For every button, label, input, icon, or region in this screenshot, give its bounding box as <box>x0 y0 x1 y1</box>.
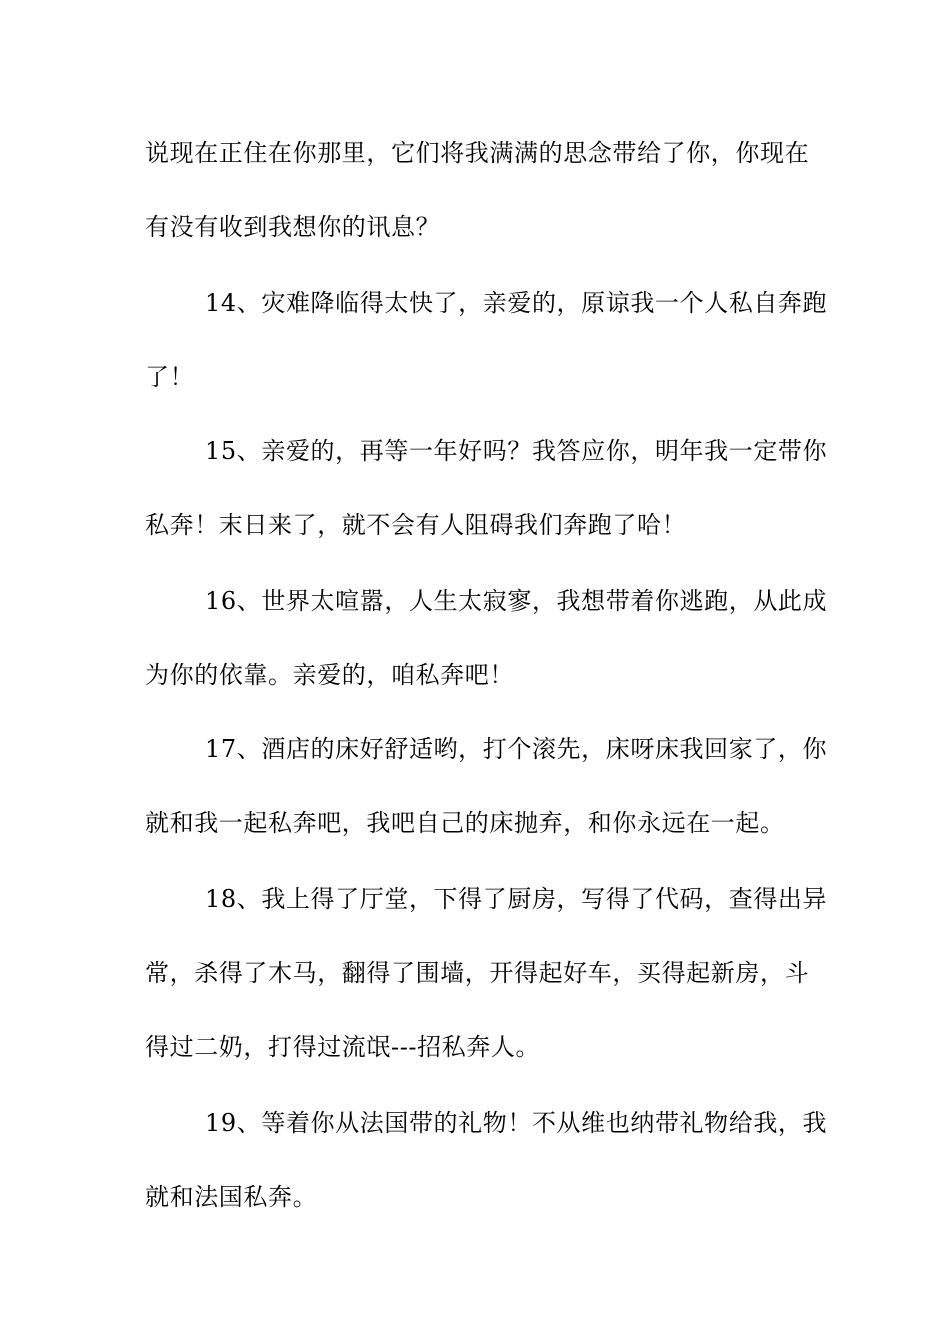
paragraph-16-line: 16、世界太喧嚣，人生太寂寥，我想带着你逃跑，从此成 <box>205 587 828 615</box>
text-line: 说现在正住在你那里，它们将我满满的思念带给了你，你现在 <box>145 139 810 167</box>
text-line: 常，杀得了木马，翻得了围墙，开得起好车，买得起新房，斗 <box>145 959 810 987</box>
paragraph-17-line: 17、酒店的床好舒适哟，打个滚先，床呀床我回家了，你 <box>205 735 828 763</box>
text-line: 就和法国私奔。 <box>145 1183 318 1211</box>
text-line: 有没有收到我想你的讯息？ <box>145 213 441 241</box>
text-line: 就和我一起私奔吧，我吧自己的床抛弃，和你永远在一起。 <box>145 809 785 837</box>
text-line: 了！ <box>145 363 195 391</box>
text-line: 私奔！末日来了，就不会有人阻碍我们奔跑了哈！ <box>145 511 687 539</box>
text-line: 为你的依靠。亲爱的，咱私奔吧！ <box>145 661 514 689</box>
paragraph-18-line: 18、我上得了厅堂，下得了厨房，写得了代码，查得出异 <box>205 885 828 913</box>
paragraph-15-line: 15、亲爱的，再等一年好吗？我答应你，明年我一定带你 <box>205 437 828 465</box>
text-line: 得过二奶，打得过流氓---招私奔人。 <box>145 1033 541 1061</box>
paragraph-14-line: 14、灾难降临得太快了，亲爱的，原谅我一个人私自奔跑 <box>205 289 828 317</box>
paragraph-19-line: 19、等着你从法国带的礼物！不从维也纳带礼物给我，我 <box>205 1109 828 1137</box>
